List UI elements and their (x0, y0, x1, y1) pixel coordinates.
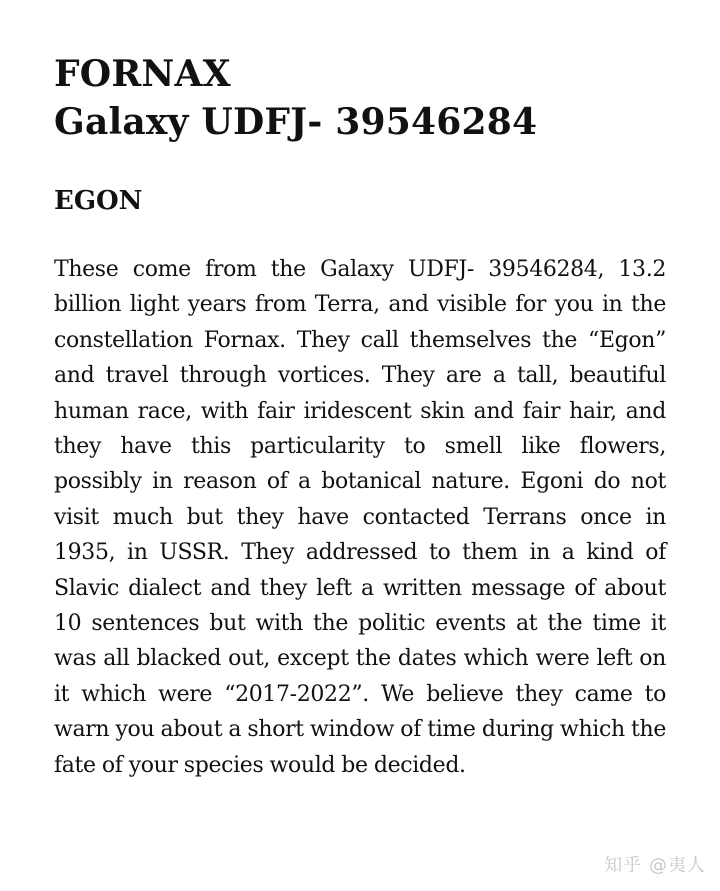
document-page (54, 50, 666, 783)
body-paragraph: These come from the Galaxy UDFJ- 39546284, 13.2 billion light years from Terra, and visible for you in the constellation Fornax. They call themselves the “Egon” and travel through vortices. They are a tall, beautiful human race, with fair iridescent skin and fair hair, and they have this particularity to smell like flowers, possibly in reason of a botanical nature. Egoni do not visit much but they have contacted Terrans once in 1935, in USSR. They addressed to them in a kind of Slavic dialect and they left a written message of about 10 sentences but with the politic events at the time it was all blacked out, except the dates which were left on it which were “2017-2022”. We believe they came to warn you about a short window of time during which the fate of your species would be decided. (54, 257, 666, 778)
page-title (54, 50, 666, 146)
watermark: 知乎 @夷人 (604, 855, 706, 876)
title-line-2: Galaxy UDFJ- 39546284 (54, 101, 538, 143)
section-heading: EGON (54, 186, 143, 216)
title-line-1: FORNAX (54, 53, 231, 95)
